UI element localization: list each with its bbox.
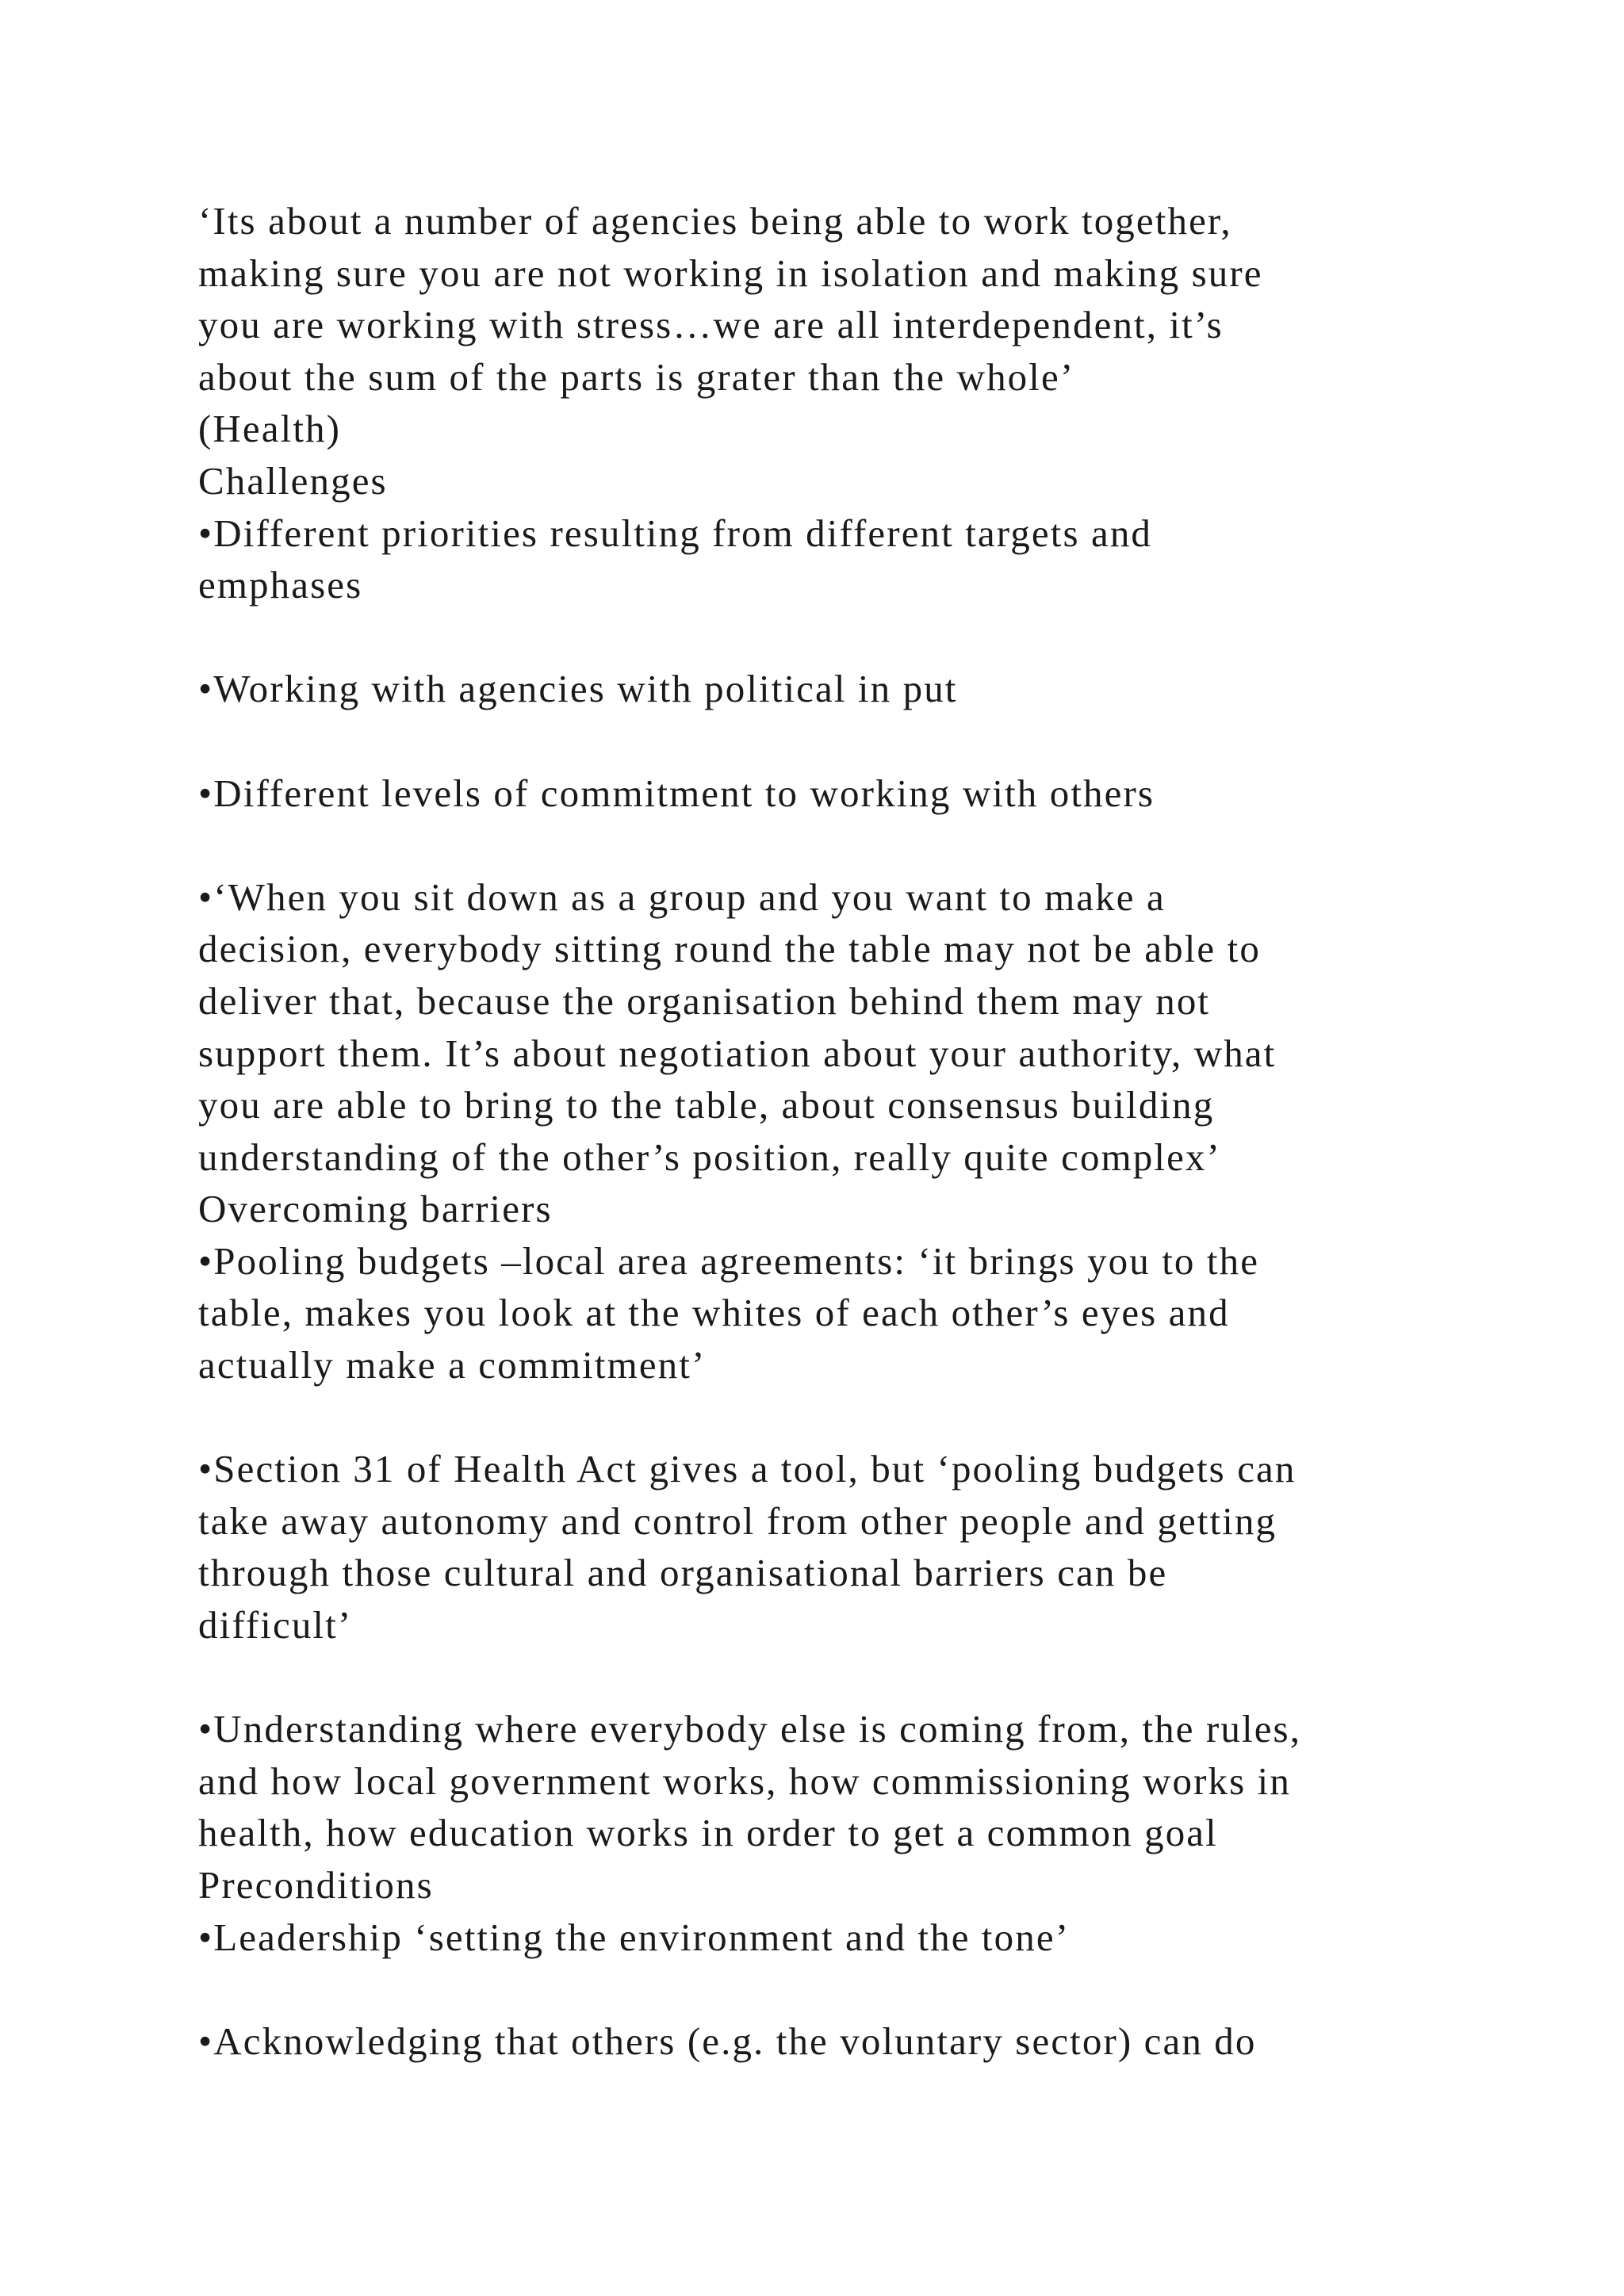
preconditions-heading: Preconditions xyxy=(198,1863,434,1907)
challenges-item-1-cont: emphases xyxy=(198,563,363,607)
overcoming-item-2-cont: take away autonomy and control from other people and getting xyxy=(198,1498,1277,1543)
quote-line: making sure you are not working in isolation and making sure xyxy=(198,251,1263,295)
challenges-item-4: •‘When you sit down as a group and you want to make a xyxy=(198,874,1166,919)
challenges-heading: Challenges xyxy=(198,458,388,503)
overcoming-item-3-cont: and how local government works, how commissioning works in xyxy=(198,1758,1291,1803)
overcoming-item-3: •Understanding where everybody else is coming from, the rules, xyxy=(198,1707,1302,1751)
overcoming-item-1-cont: table, makes you look at the whites of each other’s eyes and xyxy=(198,1291,1230,1335)
challenges-item-4-cont: support them. It’s about negotiation about your authority, what xyxy=(198,1031,1277,1075)
overcoming-heading: Overcoming barriers xyxy=(198,1187,553,1231)
spacer xyxy=(198,819,1499,871)
spacer xyxy=(198,715,1499,767)
overcoming-item-2-cont: through those cultural and organisational barriers can be xyxy=(198,1551,1168,1595)
spacer xyxy=(198,1391,1499,1444)
preconditions-item-2: •Acknowledging that others (e.g. the voluntary sector) can do xyxy=(198,2019,1257,2063)
challenges-item-2: •Working with agencies with political in put xyxy=(198,667,958,711)
overcoming-item-1: •Pooling budgets –local area agreements: ‘it brings you to the xyxy=(198,1238,1260,1283)
quote-line: you are working with stress…we are all interdependent, it’s xyxy=(198,303,1224,347)
spacer xyxy=(198,1651,1499,1704)
overcoming-item-2: •Section 31 of Health Act gives a tool, but ‘pooling budgets can xyxy=(198,1447,1297,1491)
quote-attribution: (Health) xyxy=(198,407,342,451)
preconditions-item-1: •Leadership ‘setting the environment and the tone’ xyxy=(198,1915,1071,1959)
overcoming-item-1-cont: actually make a commitment’ xyxy=(198,1343,707,1387)
overcoming-item-2-cont: difficult’ xyxy=(198,1603,353,1647)
challenges-item-4-cont: decision, everybody sitting round the table may not be able to xyxy=(198,927,1261,971)
quote-line: about the sum of the parts is grater than the whole’ xyxy=(198,354,1075,399)
spacer xyxy=(198,611,1499,664)
challenges-item-4-cont: understanding of the other’s position, really quite complex’ xyxy=(198,1135,1221,1179)
challenges-item-3: •Different levels of commitment to working with others xyxy=(198,771,1155,815)
overcoming-item-3-cont: health, how education works in order to get a common goal xyxy=(198,1811,1218,1855)
quote-line: ‘Its about a number of agencies being able to work together, xyxy=(198,199,1232,243)
document-text xyxy=(198,195,1499,2067)
spacer xyxy=(198,1963,1499,2015)
challenges-item-4-cont: you are able to bring to the table, about consensus building xyxy=(198,1083,1215,1127)
challenges-item-4-cont: deliver that, because the organisation behind them may not xyxy=(198,978,1211,1023)
challenges-item-1: •Different priorities resulting from different targets and xyxy=(198,511,1153,555)
